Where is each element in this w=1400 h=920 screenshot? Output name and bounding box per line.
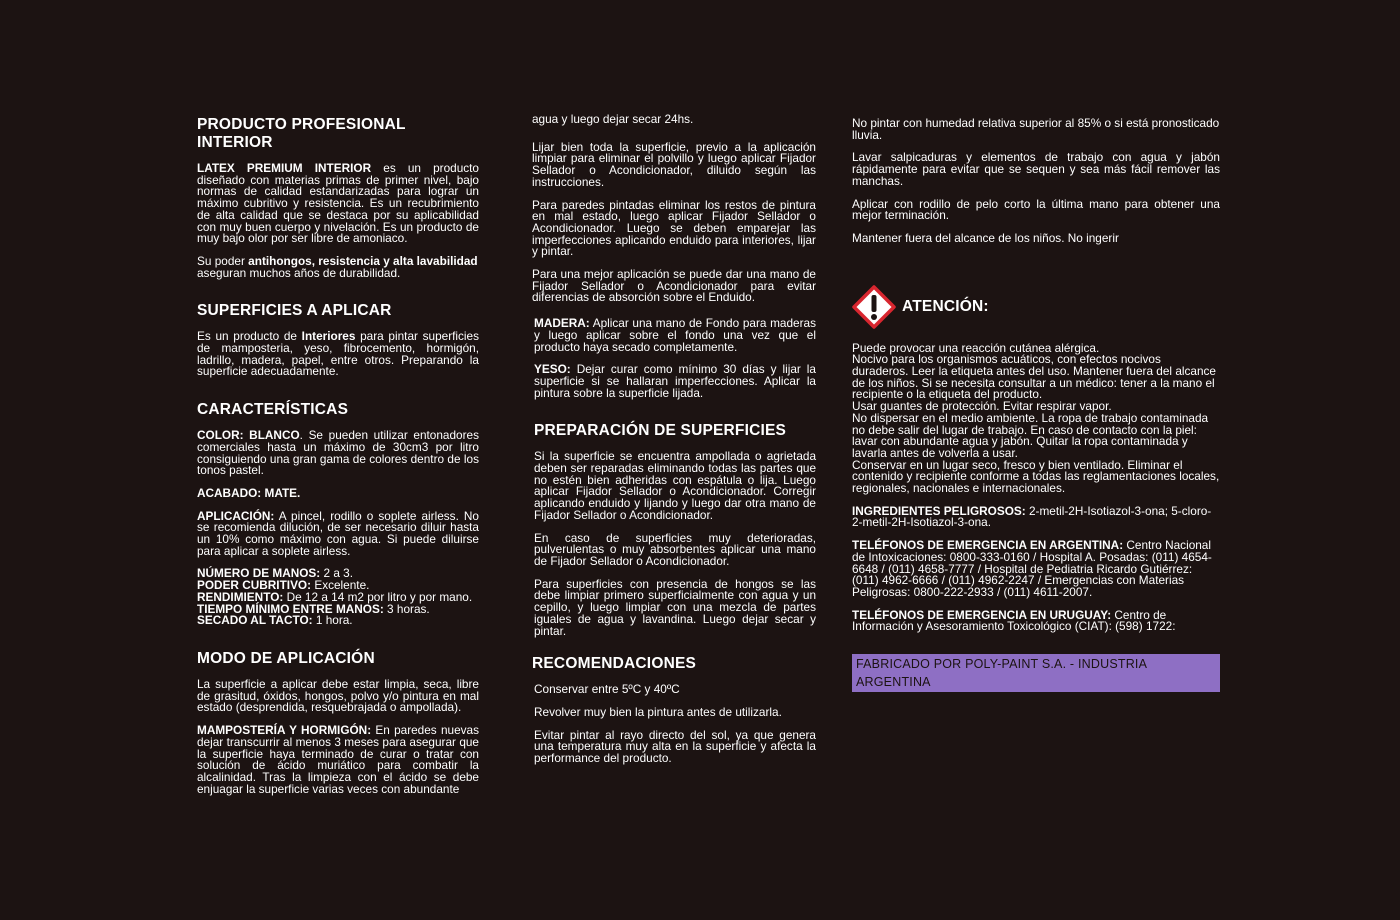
ingredients-paragraph: INGREDIENTES PELIGROSOS: 2-metil-2H-Isotiazol-3-ona; 5-cloro-2-metil-2H-Isotiazol-3-ona. [852,503,1212,530]
product-title: PRODUCTO PROFESIONAL INTERIOR [197,116,406,151]
prep-paragraph-1: Si la superficie se encuentra ampollada o agrietada deben ser reparadas eliminando todas las partes que no estén bien adheridas con espátula o lija. Luego aplicar Fijador Sellador o Acondicionador. Corregir aplicando enduido y lijando y luego dar otra mano de Fijador Sellador o Acondicionador. [534,449,816,522]
rec-4: No pintar con humedad relativa superior al 85% o si está pronosticado lluvia. [852,116,1220,142]
intro-paragraph: LATEX PREMIUM INTERIOR es un producto diseñado con materias primas de primer nivel, bajo normas de calidad estandarizadas para lograr un máximo cubritivo y resistencia. Es un recubrimiento de alta calidad que se destaca por su aplicabilidad con muy buen cuerpo y nivelación. Es un producto de muy bajo olor por ser libre de amoniaco. [197,161,479,246]
rec-5: Lavar salpicaduras y elementos de trabajo con agua y jabón rápidamente para evitar que se sequen y sea más fácil remover las manchas. [852,150,1220,188]
color-paragraph: COLOR: BLANCO. Se pueden utilizar entonadores comerciales hasta un máximo de 30cm3 por litro consiguiendo una gran gama de colores dentro de los tonos pastel. [197,428,479,478]
rec-3: Evitar pintar al rayo directo del sol, ya que genera una temperatura muy alta en la superficie y afecta la performance del producto. [534,727,816,766]
rec-1: Conservar entre 5ºC y 40ºC [534,682,680,697]
warning-line-2: Nocivo para los organismos acuáticos, con efectos nocivos duraderos. Leer la etiqueta antes del uso. Mantener fuera del alcance de los niños. Si se necesita consultar a un médico: tener a la mano el recipiente o la etiqueta del producto. [852,352,1216,402]
warning-title: ATENCIÓN: [902,297,989,315]
spec-yield: RENDIMIENTO: De 12 a 14 m2 por litro y por mano. [197,589,473,604]
warning-line-4: No dispersar en el medio ambiente. La ropa de trabajo contaminada no debe salir del lugar de trabajo. En caso de contacto con la piel: lavar con abundante agua y jabón. Quitar la ropa contaminada y lavarla antes de volverla a usar. [852,410,1209,460]
rec-2: Revolver muy bien la pintura antes de utilizarla. [534,704,782,719]
prep-paragraph-3: Para superficies con presencia de hongos se las debe limpiar primero superficialmente con agua y un cepillo, y luego limpiar con una mezcla de partes iguales de agua y lavandina. Luego dejar secar y pintar. [534,576,816,638]
exclamation-diamond-icon [852,285,896,329]
power-paragraph: Su poder antihongos, resistencia y alta lavabilidad aseguran muchos años de durabilidad. [197,253,478,280]
spec-time: TIEMPO MÍNIMO ENTRE MANOS: 3 horas. [197,601,430,616]
painted-paragraph: Para paredes pintadas eliminar los restos de pintura en mal estado, luego aplicar Fijador Sellador o Acondicionador. Luego se deben emparejar las imperfecciones aplicando enduido para interiores, lijar y pintar. [532,197,816,259]
masonry-continued: agua y luego dejar secar 24hs. [532,112,694,126]
recommendations-title: RECOMENDACIONES [532,655,697,673]
warning-header [852,285,1220,329]
characteristics-title: CARACTERÍSTICAS [197,401,349,419]
wood-paragraph: MADERA: Aplicar una mano de Fondo para maderas y luego aplicar sobre el fondo una vez que el producto haya secado completamente. [534,316,816,354]
mode-paragraph: La superficie a aplicar debe estar limpia, seca, libre de grasitud, óxidos, hongos, polvo y/o pintura en mal estado (desprendida, resquebrajada o ampollada). [197,676,479,715]
spec-cover: PODER CUBRITIVO: Excelente. [197,578,370,593]
prep-paragraph-2: En caso de superficies muy deterioradas, pulverulentas o muy absorbentes aplicar una mano de Fijador Sellador o Acondicionador. [534,530,816,568]
rec-7: Mantener fuera del alcance de los niños. No ingerir [852,230,1119,245]
better-paragraph: Para una mejor aplicación se puede dar una mano de Fijador Sellador o Acondicionador para evitar diferencias de absorción sobre el Enduido. [532,267,816,305]
finish-paragraph: ACABADO: MATE. [197,485,301,500]
warning-line-5: Conservar en un lugar seco, fresco y bien ventilado. Eliminar el contenido y recipiente conforme a todas las reglamentaciones locales, regionales, nacionales e internacionales. [852,457,1220,496]
sand-paragraph: Lijar bien toda la superficie, previo a la aplicación limpiar para eliminar el polvillo y luego aplicar Fijador Sellador o Acondicionador, diluido según las instrucciones. [532,139,816,189]
surfaces-title: SUPERFICIES A APLICAR [197,302,392,320]
spec-hands: NÚMERO DE MANOS: 2 a 3. [197,566,354,581]
mode-title: MODO DE APLICACIÓN [197,649,375,667]
surfaces-paragraph: Es un producto de Interiores para pintar superficies de mamposteria, yeso, fibrocemento, hormigón, ladrillo, madera, papel, entre otros. Preparando la superficie adecuadamente. [197,329,480,379]
warning-line-3: Usar guantes de protección. Evitar respirar vapor. [852,399,1112,414]
preparation-title: PREPARACIÓN DE SUPERFICIES [534,422,787,440]
column-3 [852,118,1220,692]
warning-text [852,340,1220,496]
plaster-paragraph: YESO: Dejar curar como mínimo 30 días y lijar la superficie si se hallaran imperfecciones. Aplicar la pintura sobre la superficie lijada. [534,362,816,400]
emergency-argentina: TELÉFONOS DE EMERGENCIA EN ARGENTINA: Centro Nacional de Intoxicaciones: 0800-333-0160 / Hospital A. Posadas: (011) 4654-6648 / (011) 4658-7777 / Hospital de Pediatria Ricardo Gutiérrez: (011) 4962-6666 / (011) 4962-2247 / Emergencias con Materias Peligrosas: 0800-222-2933 / (011) 4611-2007. [852,538,1212,599]
spec-dry: SECADO AL TACTO: 1 hora. [197,613,353,628]
spec-list [197,568,479,627]
warning-line-1: Puede provocar una reacción cutánea alérgica. [852,340,1100,355]
manufacturer-banner: FABRICADO POR POLY-PAINT S.A. - INDUSTRIA ARGENTINA [852,654,1220,692]
emergency-uruguay: TELÉFONOS DE EMERGENCIA EN URUGUAY: Centro de Información y Asesoramiento Toxicológico (CIAT): (598) 1722: [852,607,1176,634]
rec-6: Aplicar con rodillo de pelo corto la última mano para obtener una mejor terminación. [852,196,1220,223]
column-1 [197,116,479,806]
application-paragraph: APLICACIÓN: A pincel, rodillo o soplete airless. No se recomienda dilución, de ser necesario diluir hasta un 10% como máximo con agua. Si puede diluirse para aplicar a soplete airless. [197,508,479,558]
masonry-paragraph: MAMPOSTERÍA Y HORMIGÓN: En paredes nuevas dejar transcurrir al menos 3 meses para asegurar que la superficie haya terminado de curar o tratar con solución de ácido muriático para combatir la alcalinidad. Tras la limpieza con el ácido se debe enjuagar la superficie varias veces con abundante [197,723,480,796]
column-2 [532,114,816,776]
